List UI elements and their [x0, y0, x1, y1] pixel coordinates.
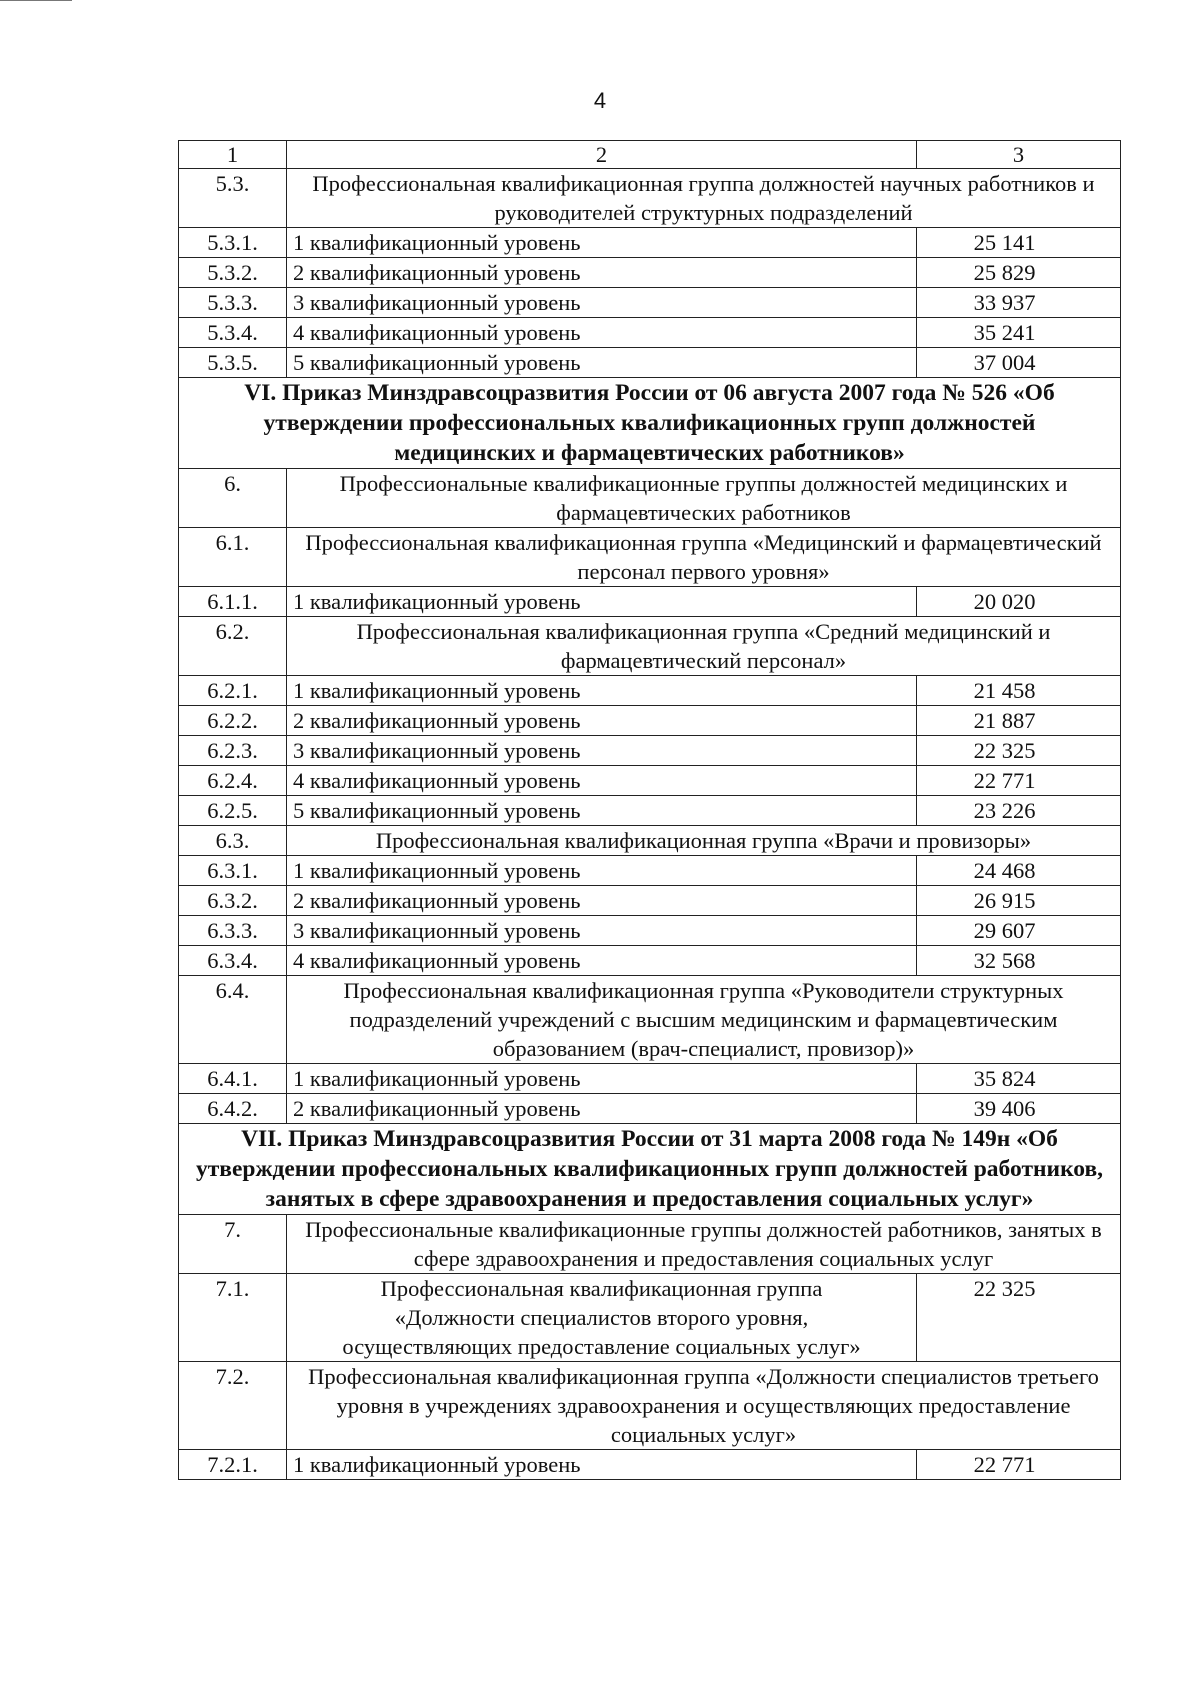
table-row: [179, 736, 1121, 766]
salary-value: 21 887: [917, 706, 1121, 736]
table-row: [179, 228, 1121, 258]
level-label: 4 квалификационный уровень: [287, 946, 917, 976]
row-number: 6.: [179, 469, 287, 528]
row-number: 6.2.1.: [179, 676, 287, 706]
salary-value: 26 915: [917, 886, 1121, 916]
row-number: 6.3.3.: [179, 916, 287, 946]
table-row: [179, 1450, 1121, 1480]
level-label: 5 квалификационный уровень: [287, 348, 917, 378]
row-number: 6.2.2.: [179, 706, 287, 736]
table-row: [179, 886, 1121, 916]
row-number: 5.3.1.: [179, 228, 287, 258]
level-label: 2 квалификационный уровень: [287, 1094, 917, 1124]
row-number: 7.2.1.: [179, 1450, 287, 1480]
table-header-row: [179, 141, 1121, 169]
row-number: 6.3.2.: [179, 886, 287, 916]
group-row: [179, 617, 1121, 676]
row-number: 6.1.: [179, 528, 287, 587]
level-label: 3 квалификационный уровень: [287, 916, 917, 946]
salary-value: 25 141: [917, 228, 1121, 258]
salary-value: 24 468: [917, 856, 1121, 886]
table-row: [179, 587, 1121, 617]
group-row: [179, 976, 1121, 1064]
row-number: 6.3.1.: [179, 856, 287, 886]
table-row: [179, 348, 1121, 378]
salary-value: 25 829: [917, 258, 1121, 288]
table-row: [179, 1064, 1121, 1094]
row-number: 6.2.4.: [179, 766, 287, 796]
row-number: 5.3.4.: [179, 318, 287, 348]
row-number: 5.3.: [179, 169, 287, 228]
level-label: 2 квалификационный уровень: [287, 706, 917, 736]
group-title: Профессиональная квалификационная группа «Врачи и провизоры»: [287, 826, 1121, 856]
table-row: [179, 258, 1121, 288]
group-title: Профессиональная квалификационная группа «Медицинский и фармацевтический персонал первого уровня»: [287, 528, 1121, 587]
table-row: [179, 706, 1121, 736]
row-number: 7.1.: [179, 1274, 287, 1362]
row-number: 6.2.3.: [179, 736, 287, 766]
salary-value: 20 020: [917, 587, 1121, 617]
level-label: 3 квалификационный уровень: [287, 288, 917, 318]
group-row: [179, 528, 1121, 587]
group-row: [179, 469, 1121, 528]
table-row: [179, 856, 1121, 886]
salary-value: 23 226: [917, 796, 1121, 826]
row-number: 7.: [179, 1215, 287, 1274]
salary-value: 29 607: [917, 916, 1121, 946]
level-label: 1 квалификационный уровень: [287, 587, 917, 617]
section-row: [179, 378, 1121, 469]
row-number: 6.4.: [179, 976, 287, 1064]
header-col-1: 1: [179, 141, 287, 169]
group-title: Профессиональная квалификационная группа должностей научных работников и руководителей структурных подразделений: [287, 169, 1121, 228]
table-row: [179, 916, 1121, 946]
group-title: Профессиональная квалификационная группа «Должности специалистов второго уровня, осуществляющих предоставление социальных услуг»: [287, 1274, 917, 1362]
group-title: Профессиональные квалификационные группы должностей медицинских и фармацевтических работников: [287, 469, 1121, 528]
top-rule: [0, 0, 72, 1]
salary-value: 35 824: [917, 1064, 1121, 1094]
group-row: [179, 1274, 1121, 1362]
salary-table: [178, 140, 1121, 1480]
table-row: [179, 288, 1121, 318]
header-col-3: 3: [917, 141, 1121, 169]
table-row: [179, 766, 1121, 796]
section-title: VII. Приказ Минздравсоцразвития России от 31 марта 2008 года № 149н «Об утверждении профессиональных квалификационных групп должностей работников, занятых в сфере здравоохранения и предоставления социальных услуг»: [179, 1124, 1121, 1215]
page-number: 4: [593, 88, 607, 113]
table-row: [179, 946, 1121, 976]
salary-value: 21 458: [917, 676, 1121, 706]
header-col-2: 2: [287, 141, 917, 169]
row-number: 6.3.: [179, 826, 287, 856]
row-number: 6.1.1.: [179, 587, 287, 617]
group-row: [179, 1362, 1121, 1450]
row-number: 6.3.4.: [179, 946, 287, 976]
row-number: 5.3.5.: [179, 348, 287, 378]
level-label: 1 квалификационный уровень: [287, 676, 917, 706]
level-label: 2 квалификационный уровень: [287, 258, 917, 288]
row-number: 6.2.5.: [179, 796, 287, 826]
section-row: [179, 1124, 1121, 1215]
group-row: [179, 826, 1121, 856]
level-label: 4 квалификационный уровень: [287, 318, 917, 348]
group-row: [179, 169, 1121, 228]
group-title: Профессиональная квалификационная группа «Средний медицинский и фармацевтический персонал»: [287, 617, 1121, 676]
level-label: 4 квалификационный уровень: [287, 766, 917, 796]
table-row: [179, 318, 1121, 348]
table-row: [179, 1094, 1121, 1124]
row-number: 7.2.: [179, 1362, 287, 1450]
salary-value: 37 004: [917, 348, 1121, 378]
group-row: [179, 1215, 1121, 1274]
salary-value: 35 241: [917, 318, 1121, 348]
salary-value: 39 406: [917, 1094, 1121, 1124]
level-label: 5 квалификационный уровень: [287, 796, 917, 826]
salary-value: 22 325: [917, 1274, 1121, 1362]
salary-value: 22 325: [917, 736, 1121, 766]
row-number: 5.3.2.: [179, 258, 287, 288]
row-number: 6.4.2.: [179, 1094, 287, 1124]
row-number: 6.4.1.: [179, 1064, 287, 1094]
section-title: VI. Приказ Минздравсоцразвития России от 06 августа 2007 года № 526 «Об утверждении профессиональных квалификационных групп должностей медицинских и фармацевтических работников»: [179, 378, 1121, 469]
salary-value: 22 771: [917, 766, 1121, 796]
group-title: Профессиональные квалификационные группы должностей работников, занятых в сфере здравоохранения и предоставления социальных услуг: [287, 1215, 1121, 1274]
salary-value: 32 568: [917, 946, 1121, 976]
level-label: 1 квалификационный уровень: [287, 1064, 917, 1094]
level-label: 1 квалификационный уровень: [287, 856, 917, 886]
salary-value: 33 937: [917, 288, 1121, 318]
level-label: 1 квалификационный уровень: [287, 228, 917, 258]
group-title: Профессиональная квалификационная группа «Должности специалистов третьего уровня в учреждениях здравоохранения и осуществляющих предоставление социальных услуг»: [287, 1362, 1121, 1450]
table-row: [179, 676, 1121, 706]
row-number: 6.2.: [179, 617, 287, 676]
table-row: [179, 796, 1121, 826]
level-label: 2 квалификационный уровень: [287, 886, 917, 916]
level-label: 3 квалификационный уровень: [287, 736, 917, 766]
group-title: Профессиональная квалификационная группа «Руководители структурных подразделений учреждений с высшим медицинским и фармацевтическим образованием (врач-специалист, провизор)»: [287, 976, 1121, 1064]
table-body: [179, 141, 1121, 1480]
salary-value: 22 771: [917, 1450, 1121, 1480]
level-label: 1 квалификационный уровень: [287, 1450, 917, 1480]
row-number: 5.3.3.: [179, 288, 287, 318]
